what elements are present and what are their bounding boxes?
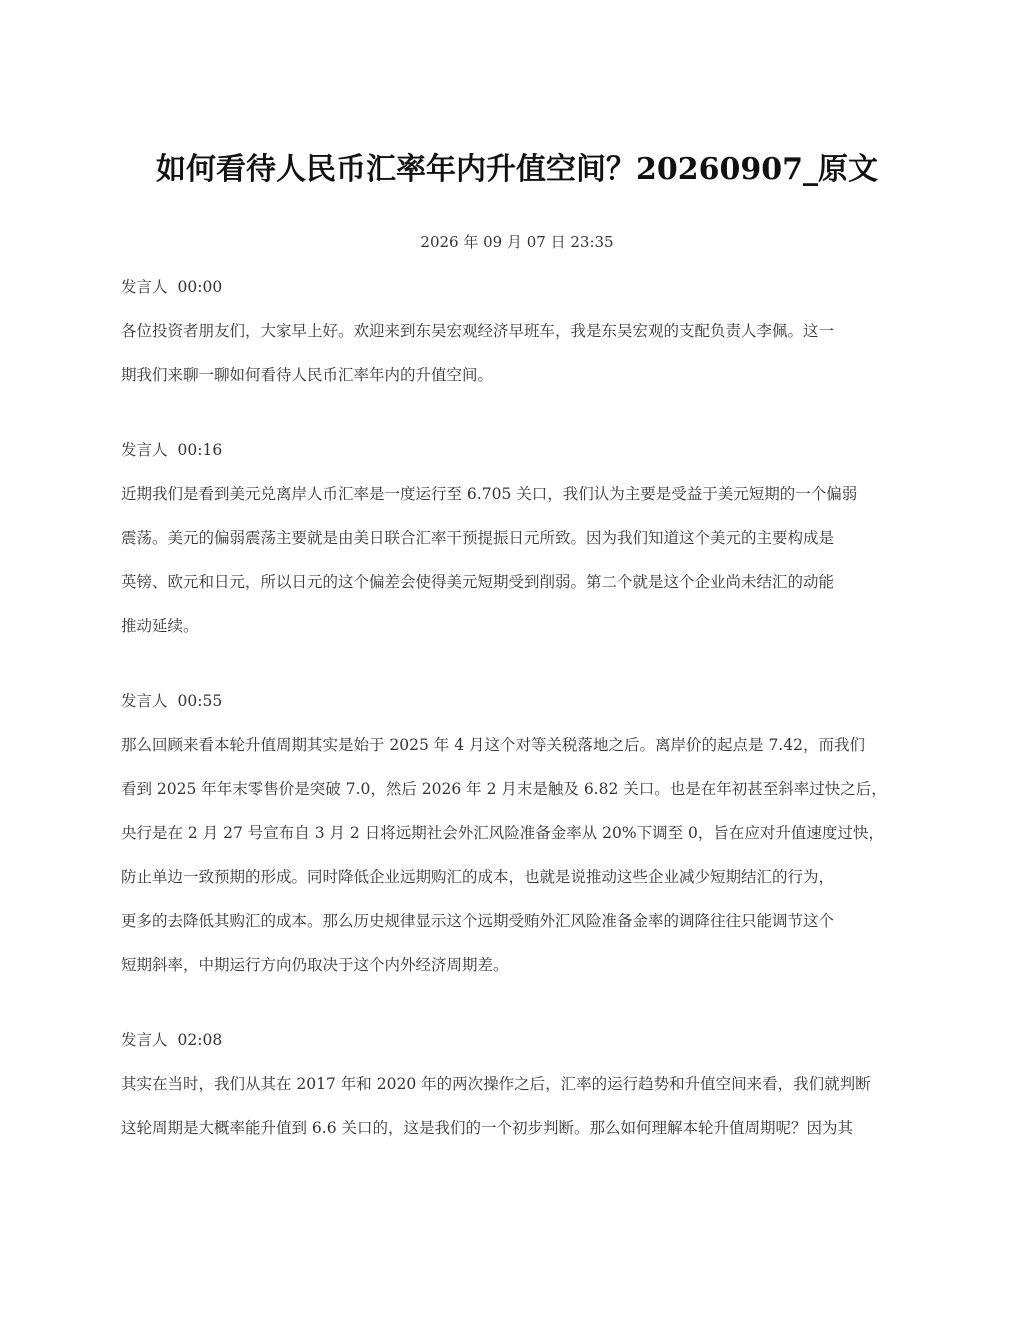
speaker-line bbox=[121, 690, 913, 712]
transcript-segment bbox=[121, 276, 913, 397]
text-line: 短期斜率，中期运行方向仍取决于这个内外经济周期差。 bbox=[121, 956, 509, 974]
speaker-name: 发言人 bbox=[121, 692, 168, 710]
document-title: 如何看待人民币汇率年内升值空间？20260907_原文 bbox=[156, 152, 878, 187]
text-line: 更多的去降低其购汇的成本。那么历史规律显示这个远期受贿外汇风险准备金率的调降往往只能调节这个 bbox=[121, 912, 835, 930]
text-line: 各位投资者朋友们，大家早上好。欢迎来到东吴宏观经济早班车，我是东吴宏观的支配负责人李佩。这一 bbox=[121, 322, 835, 340]
transcript-segment bbox=[121, 1029, 913, 1150]
text-line: 看到 2025 年年末零售价是突破 7.0，然后 2026 年 2 月末是触及 6.82 关口。也是在年初甚至斜率过快之后， bbox=[121, 780, 887, 798]
speaker-timestamp: 02:08 bbox=[177, 1031, 223, 1049]
speaker-timestamp: 00:00 bbox=[177, 278, 223, 296]
speaker-timestamp: 00:16 bbox=[177, 441, 223, 459]
document-datetime: 2026 年 09 月 07 日 23:35 bbox=[420, 233, 614, 251]
text-line: 英镑、欧元和日元，所以日元的这个偏差会使得美元短期受到削弱。第二个就是这个企业尚未结汇的动能 bbox=[121, 573, 835, 591]
speaker-line bbox=[121, 1029, 913, 1051]
text-line: 这轮周期是大概率能升值到 6.6 关口的，这是我们的一个初步判断。那么如何理解本轮升值周期呢？因为其 bbox=[121, 1119, 854, 1137]
text-line: 震荡。美元的偏弱震荡主要就是由美日联合汇率干预提振日元所致。因为我们知道这个美元的主要构成是 bbox=[121, 529, 835, 547]
speaker-name: 发言人 bbox=[121, 1031, 168, 1049]
transcript-segment bbox=[121, 439, 913, 648]
segment-text bbox=[121, 723, 913, 987]
segment-text bbox=[121, 1062, 913, 1150]
speaker-timestamp: 00:55 bbox=[177, 692, 223, 710]
segment-text bbox=[121, 472, 913, 648]
transcript-body bbox=[121, 276, 913, 1192]
text-line: 近期我们是看到美元兑离岸人币汇率是一度运行至 6.705 关口，我们认为主要是受益于美元短期的一个偏弱 bbox=[121, 485, 858, 503]
text-line: 期我们来聊一聊如何看待人民币汇率年内的升值空间。 bbox=[121, 366, 494, 384]
text-line: 防止单边一致预期的形成。同时降低企业远期购汇的成本，也就是说推动这些企业减少短期结汇的行为， bbox=[121, 868, 835, 886]
text-line: 央行是在 2 月 27 号宣布自 3 月 2 日将远期社会外汇风险准备金率从 20%下调至 0，旨在应对升值速度过快， bbox=[121, 824, 884, 842]
text-line: 其实在当时，我们从其在 2017 年和 2020 年的两次操作之后，汇率的运行趋势和升值空间来看，我们就判断 bbox=[121, 1075, 871, 1093]
transcript-segment bbox=[121, 690, 913, 987]
speaker-name: 发言人 bbox=[121, 441, 168, 459]
text-line: 推动延续。 bbox=[121, 617, 199, 635]
speaker-line bbox=[121, 439, 913, 461]
speaker-name: 发言人 bbox=[121, 278, 168, 296]
text-line: 那么回顾来看本轮升值周期其实是始于 2025 年 4 月这个对等关税落地之后。离岸价的起点是 7.42，而我们 bbox=[121, 736, 865, 754]
speaker-line bbox=[121, 276, 913, 298]
segment-text bbox=[121, 309, 913, 397]
